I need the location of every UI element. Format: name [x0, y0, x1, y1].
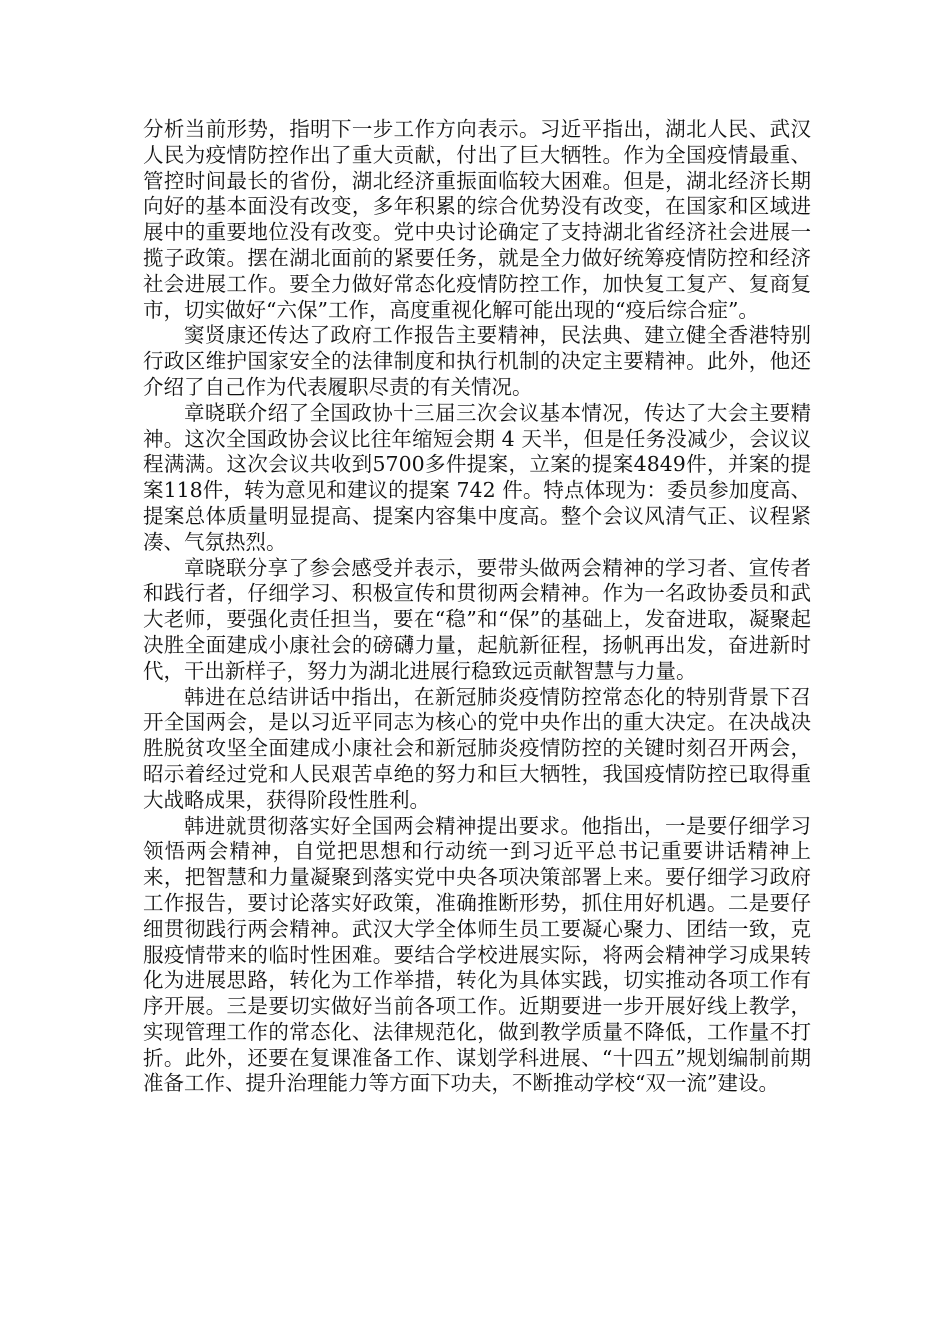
paragraph-6: 韩进就贯彻落实好全国两会精神提出要求。他指出，一是要仔细学习领悟两会精神，自觉把思想和行动统一到习近平总书记重要讲话精神上来，把智慧和力量凝聚到落实党中央各项决策部署上来。要仔细学习政府工作报告，要讨论落实好政策，准确推断形势，抓住用好机遇。二是要仔细贯彻践行两会精神。武汉大学全体师生员工要凝心聚力、团结一致，克服疫情带来的临时性困难。要结合学校进展实际，将两会精神学习成果转化为进展思路，转化为工作举措，转化为具体实践，切实推动各项工作有序开展。三是要切实做好当前各项工作。近期要进一步开展好线上教学，实现管理工作的常态化、法律规范化，做到教学质量不降低，工作量不打折。此外，还要在复课准备工作、谋划学科进展、“十四五”规划编制前期准备工作、提升治理能力等方面下功夫，不断推动学校“双一流”建设。	[143, 813, 811, 1096]
paragraph-4: 章晓联分享了参会感受并表示，要带头做两会精神的学习者、宣传者和践行者，仔细学习、积极宣传和贯彻两会精神。作为一名政协委员和武大老师，要强化责任担当，要在“稳”和“保”的基础上，发奋进取，凝聚起决胜全面建成小康社会的磅礴力量，起航新征程，扬帆再出发，奋进新时代，干出新样子，努力为湖北进展行稳致远贡献智慧与力量。	[143, 555, 811, 683]
document-body	[143, 117, 811, 1097]
paragraph-1: 分析当前形势，指明下一步工作方向表示。习近平指出，湖北人民、武汉人民为疫情防控作出了重大贡献，付出了巨大牺牲。作为全国疫情最重、管控时间最长的省份，湖北经济重振面临较大困难。但是，湖北经济长期向好的基本面没有改变，多年积累的综合优势没有改变，在国家和区域进展中的重要地位没有改变。党中央讨论确定了支持湖北省经济社会进展一揽子政策。摆在湖北面前的紧要任务，就是全力做好统筹疫情防控和经济社会进展工作。要全力做好常态化疫情防控工作，加快复工复产、复商复市，切实做好“六保”工作，高度重视化解可能出现的“疫后综合症”。	[143, 117, 811, 322]
paragraph-2: 窦贤康还传达了政府工作报告主要精神，民法典、建立健全香港特别行政区维护国家安全的法律制度和执行机制的决定主要精神。此外，他还介绍了自己作为代表履职尽责的有关情况。	[143, 323, 811, 399]
paragraph-3: 章晓联介绍了全国政协十三届三次会议基本情况，传达了大会主要精神。这次全国政协会议比往年缩短会期 4 天半，但是任务没减少，会议议程满满。这次会议共收到5700多件提案，立案的提案4849件，并案的提案118件，转为意见和建议的提案 742 件。特点体现为：委员参加度高、提案总体质量明显提高、提案内容集中度高。整个会议风清气正、议程紧凑、气氛热烈。	[143, 400, 811, 554]
paragraph-5: 韩进在总结讲话中指出，在新冠肺炎疫情防控常态化的特别背景下召开全国两会，是以习近平同志为核心的党中央作出的重大决定。在决战决胜脱贫攻坚全面建成小康社会和新冠肺炎疫情防控的关键时刻召开两会，昭示着经过党和人民艰苦卓绝的努力和巨大牺牲，我国疫情防控已取得重大战略成果，获得阶段性胜利。	[143, 684, 811, 812]
